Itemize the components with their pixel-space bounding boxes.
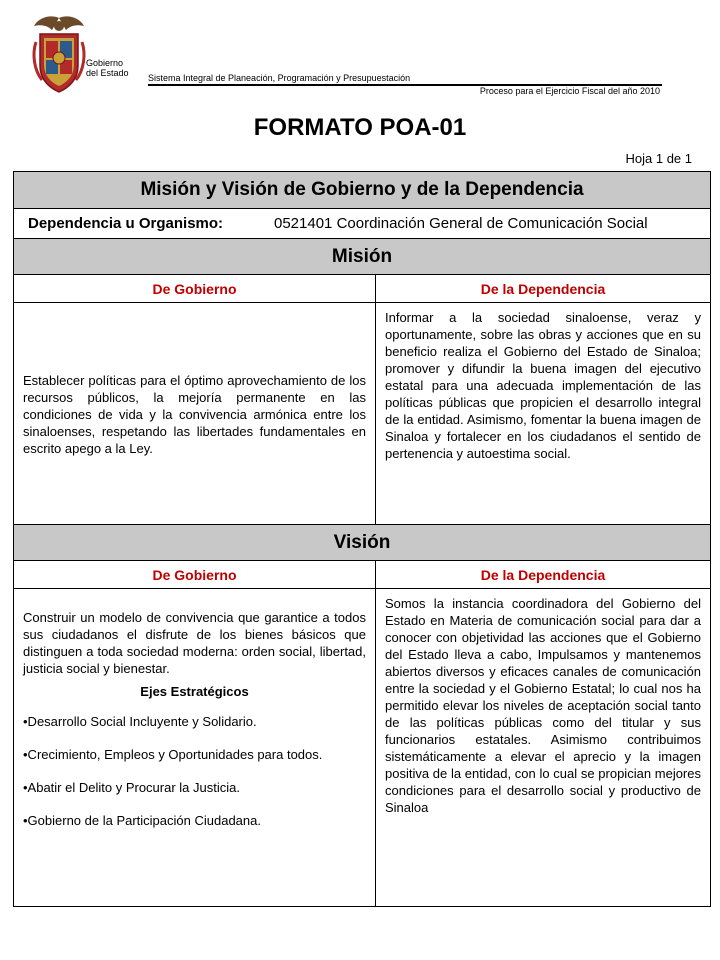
sheet-number: Hoja 1 de 1 — [625, 151, 692, 166]
state-coat-of-arms-icon — [30, 14, 88, 96]
mission-col-government: De Gobierno — [14, 275, 376, 303]
dependency-label: Dependencia u Organismo: — [28, 215, 224, 232]
government-label-line1: Gobierno — [86, 58, 124, 68]
mission-section-title: Misión — [14, 239, 711, 275]
mission-col-dependency: De la Dependencia — [376, 275, 711, 303]
mission-vision-table — [13, 171, 711, 907]
dependency-value: 0521401 Coordinación General de Comunicación Social — [274, 215, 648, 232]
eje-item: •Crecimiento, Empleos y Oportunidades para todos. — [23, 747, 323, 762]
system-title: Sistema Integral de Planeación, Programación y Presupuestación — [148, 73, 411, 83]
vision-col-government: De Gobierno — [14, 561, 376, 589]
process-label: Proceso para el Ejercicio Fiscal del año 2010 — [479, 86, 660, 96]
vision-government-cell — [14, 589, 376, 907]
government-label-line2: del Estado — [86, 68, 129, 78]
vision-section-title: Visión — [14, 525, 711, 561]
government-label — [86, 58, 129, 78]
vision-government-text: Construir un modelo de convivencia que garantice a todos sus ciudadanos el disfrute de los bienes básicos que distinguen a toda sociedad moderna: orden social, libertad, justicia social y bienestar. — [23, 610, 366, 676]
format-title: FORMATO POA-01 — [253, 114, 467, 141]
vision-col-dependency: De la Dependencia — [376, 561, 711, 589]
dependency-row — [14, 209, 711, 239]
eje-item: •Desarrollo Social Incluyente y Solidario. — [23, 714, 257, 729]
table-title: Misión y Visión de Gobierno y de la Dependencia — [14, 172, 711, 209]
ejes-title: Ejes Estratégicos — [140, 684, 249, 699]
eje-item: •Abatir el Delito y Procurar la Justicia. — [23, 780, 240, 795]
mission-dependency-text: Informar a la sociedad sinaloense, veraz y oportunamente, sobre las obras y acciones que en su beneficio realiza el Gobierno del Estado de Sinaloa; promover y difundir la buena imagen del ejecutivo estatal para una adecuada implementación de las políticas públicas que propicien el desarrollo integral de la entidad. Asimismo, fomentar la buena imagen de Sinaloa y fortalecer en los ciudadanos el sentido de pertenencia y autoestima social. — [376, 303, 711, 525]
mission-government-text: Establecer políticas para el óptimo aprovechamiento de los recursos públicos, la mejoría permanente en las condiciones de vida y la convivencia armónica entre los sinaloenses, respetando las libertades fundamentales en escrito apego a la Ley. — [14, 303, 376, 525]
eje-item: •Gobierno de la Participación Ciudadana. — [23, 813, 261, 828]
vision-dependency-text: Somos la instancia coordinadora del Gobierno del Estado en Materia de comunicación social para dar a conocer con objetividad las acciones que el Gobierno del Estado lleva a cabo, Impulsamos y mantenemos abiertos diversos y eficaces canales de comunicación entre la sociedad y el Gobierno Estatal; lo cual nos ha permitido elevar los niveles de aceptación social tanto de las políticas públicas como del titular y sus funcionarios estatales. Asimismo contribuimos sistemáticamente a elevar el aprecio y la imagen positiva de la entidad, con lo cual se propician mejores condiciones para el desarrollo social y productivo de Sinaloa — [376, 589, 711, 907]
